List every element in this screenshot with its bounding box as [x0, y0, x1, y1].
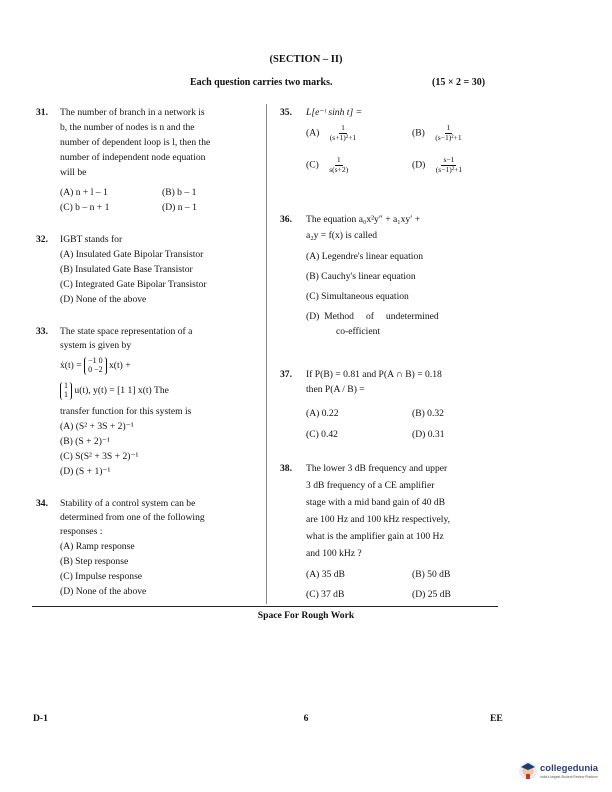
option-b: (B) 50 dB [412, 569, 451, 580]
fraction [433, 124, 463, 142]
question-text: what is the amplifier gain at 100 Hz [306, 531, 444, 542]
option-d-continued: co-efficient [336, 326, 381, 337]
equation-right: u(t), y(t) = [1 1] x(t) The [74, 385, 169, 396]
option-d: (D) (S + 1)⁻¹ [60, 466, 111, 477]
divider [32, 606, 498, 607]
subject-code: EE [490, 713, 503, 724]
denominator: (s+1)²+1 [329, 132, 357, 142]
option-d: (D) n – 1 [162, 202, 197, 213]
fraction [327, 156, 350, 174]
numerator: s−1 [443, 155, 455, 164]
option-d: (D) 0.31 [412, 429, 445, 440]
question-text: are 100 Hz and 100 kHz respectively, [306, 514, 451, 525]
option-a: (A) 35 dB [306, 569, 345, 580]
option-d: (D) None of the above [60, 294, 147, 305]
question-text: a₂y = f(x) is called [306, 230, 378, 241]
option-c: (C) 0.42 [306, 429, 338, 440]
question-text: determined from one of the following [60, 512, 205, 523]
question-number: 35. [280, 107, 292, 118]
brand-tagline: India's largest Student Review Platform [540, 775, 598, 779]
option-a: (A) Ramp response [60, 541, 135, 552]
rough-work-label: Space For Rough Work [257, 610, 355, 621]
option-a: (A) 0.22 [306, 408, 339, 419]
option-b [412, 124, 464, 142]
option-b: (B) Step response [60, 556, 129, 567]
option-c: (C) Simultaneous equation [306, 291, 409, 302]
graduate-icon [518, 761, 538, 781]
input-matrix [60, 382, 72, 400]
option-a: (A) (S² + 3S + 2)⁻¹ [60, 421, 134, 432]
option-b: (B) Insulated Gate Base Transistor [60, 264, 193, 275]
equation-right: x(t) + [109, 360, 131, 371]
fraction [328, 124, 358, 142]
numerator: 1 [446, 123, 451, 132]
question-text: If P(B) = 0.81 and P(A ∩ B) = 0.18 [306, 369, 442, 380]
section-title: (SECTION – II) [269, 54, 343, 65]
option-c: (C) b – n + 1 [60, 202, 110, 213]
option-label: (A) [306, 127, 320, 139]
denominator: s(s+2) [329, 164, 349, 174]
question-text: then P(A / B) = [306, 384, 365, 395]
option-c: (C) Integrated Gate Bipolar Transistor [60, 279, 207, 290]
question-number: 37. [280, 369, 292, 380]
question-text: The equation a₀x²y″ + a₁xy′ + [306, 214, 421, 225]
system-matrix [84, 357, 107, 375]
question-text: The lower 3 dB frequency and upper [306, 463, 448, 474]
denominator: (s−1)²+1 [435, 164, 463, 174]
question-number: 32. [36, 234, 48, 245]
question-text: The state space representation of a [60, 326, 193, 337]
question-number: 33. [36, 326, 48, 337]
equation-left: ẋ(t) = [60, 360, 82, 371]
question-number: 34. [36, 498, 48, 509]
question-text: L[e⁻ᵗ sinh t] = [306, 107, 363, 118]
denominator: (s−1)²+1 [435, 132, 462, 142]
marks-instruction: Each question carries two marks. [190, 77, 333, 88]
option-c: (C) Impulse response [60, 571, 143, 582]
matrix-row: 1 [64, 381, 68, 390]
numerator: 1 [341, 123, 345, 132]
question-text: number of independent node equation [60, 152, 206, 163]
option-d [412, 156, 464, 174]
option-b: (B) 0.32 [412, 408, 444, 419]
option-a: (A) n + l – 1 [60, 187, 108, 198]
output-equation [60, 382, 169, 400]
question-number: 36. [280, 214, 292, 225]
option-d: (D) Method of undetermined [306, 311, 439, 322]
matrix-row: 0 −2 [88, 364, 103, 374]
option-d: (D) 25 dB [412, 589, 451, 600]
question-text: and 100 kHz ? [306, 548, 362, 559]
question-text: Stability of a control system can be [60, 498, 196, 509]
numerator: 1 [336, 155, 341, 164]
option-label: (B) [412, 127, 425, 139]
option-d: (D) None of the above [60, 586, 147, 597]
page-number: 6 [303, 713, 309, 724]
option-a: (A) Legendre's linear equation [306, 251, 424, 262]
option-c: (C) 37 dB [306, 589, 345, 600]
marks-total: (15 × 2 = 30) [432, 77, 486, 88]
state-equation [60, 357, 131, 375]
column-divider [266, 104, 267, 604]
question-text: system is given by [60, 340, 132, 351]
paper-code: D-1 [33, 713, 48, 724]
fraction [434, 156, 464, 174]
matrix-row: −1 0 [88, 356, 103, 365]
collegedunia-logo [518, 760, 608, 786]
option-b: (B) (S + 2)⁻¹ [60, 436, 110, 447]
question-number: 31. [36, 107, 48, 118]
question-text: will be [60, 167, 87, 178]
option-b: (B) b – 1 [162, 187, 197, 198]
option-c: (C) S(S² + 3S + 2)⁻¹ [60, 451, 139, 462]
question-text: 3 dB frequency of a CE amplifier [306, 480, 435, 491]
matrix-row: 1 [64, 389, 68, 399]
option-label: (D) [412, 159, 426, 171]
question-text: b, the number of nodes is n and the [60, 122, 195, 133]
question-text: IGBT stands for [60, 234, 123, 245]
question-text: number of dependent loop is l, then the [60, 137, 211, 148]
question-text: responses : [60, 526, 103, 537]
brand-name: collegedunia [540, 763, 599, 774]
question-number: 38. [280, 463, 292, 474]
option-a: (A) Insulated Gate Bipolar Transistor [60, 249, 204, 260]
option-a [306, 124, 358, 142]
option-b: (B) Cauchy's linear equation [306, 271, 416, 282]
option-label: (C) [306, 159, 319, 171]
question-text: The number of branch in a network is [60, 107, 205, 118]
question-text: transfer function for this system is [60, 406, 192, 417]
question-text: stage with a mid band gain of 40 dB [306, 497, 446, 508]
option-c [306, 156, 350, 174]
